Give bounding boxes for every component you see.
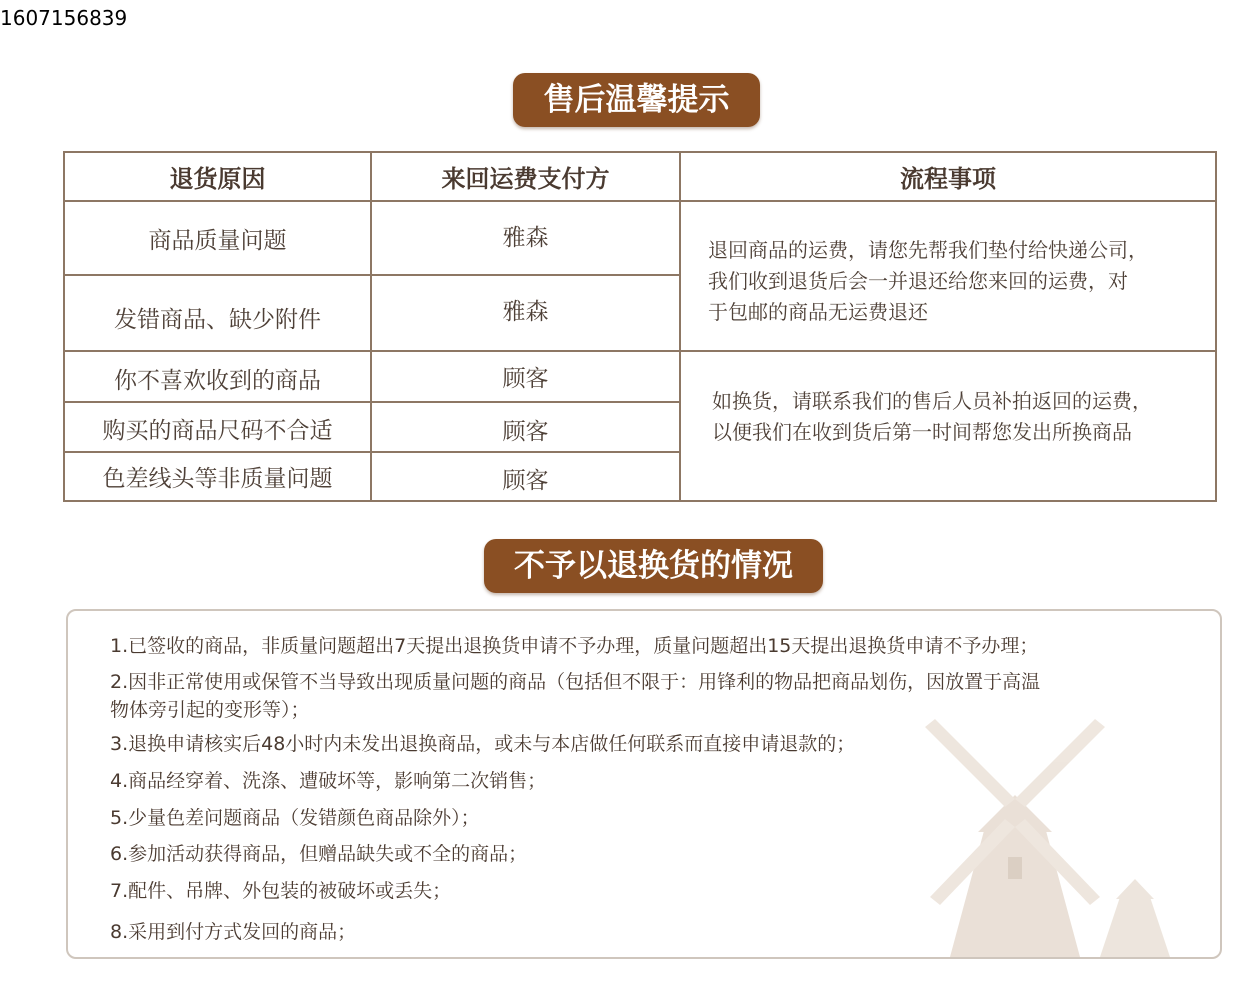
condition-2: 2.因非正常使用或保管不当导致出现质量问题的商品（包括但不限于：用锋利的物品把商品划伤，因放置于高温 — [110, 671, 1041, 693]
id-number: 1607156839 — [0, 6, 128, 30]
condition-8: 8.采用到付方式发回的商品； — [110, 921, 357, 943]
process-line: 如换货，请联系我们的售后人员补拍返回的运费， — [712, 389, 1152, 413]
no-return-conditions-box — [66, 609, 1222, 959]
header-reason: 退货原因 — [169, 165, 266, 193]
after-sales-tips-banner: 售后温馨提示 — [513, 73, 760, 127]
row-4-payer: 顾客 — [502, 418, 549, 445]
row-2-payer: 雅森 — [502, 298, 549, 325]
condition-5: 5.少量色差问题商品（发错颜色商品除外）； — [110, 807, 480, 829]
row-3-payer: 顾客 — [502, 366, 549, 392]
condition-3: 3.退换申请核实后48小时内未发出退换商品，或未与本店做任何联系而直接申请退款的； — [110, 733, 856, 755]
return-policy-table — [63, 151, 1217, 502]
process-line: 于包邮的商品无运费退还 — [708, 300, 928, 324]
process-text-refund — [708, 235, 1208, 328]
row-4-reason: 购买的商品尺码不合适 — [102, 417, 333, 444]
no-return-banner: 不予以退换货的情况 — [484, 539, 823, 593]
condition-6: 6.参加活动获得商品，但赠品缺失或不全的商品； — [110, 843, 528, 865]
row-3-reason: 你不喜欢收到的商品 — [114, 367, 321, 394]
condition-7: 7.配件、吊牌、外包装的被破坏或丢失； — [110, 880, 452, 902]
row-1-reason: 商品质量问题 — [148, 227, 287, 254]
header-payer: 来回运费支付方 — [441, 165, 610, 193]
process-line: 退回商品的运费，请您先帮我们垫付给快递公司， — [708, 238, 1148, 262]
row-5-payer: 顾客 — [502, 468, 549, 494]
row-2-reason: 发错商品、缺少附件 — [114, 306, 321, 333]
condition-4: 4.商品经穿着、洗涤、遭破坏等，影响第二次销售； — [110, 770, 547, 792]
condition-2-cont: 物体旁引起的变形等）； — [110, 699, 310, 721]
process-line: 以便我们在收到货后第一时间帮您发出所换商品 — [712, 420, 1132, 444]
row-1-payer: 雅森 — [502, 224, 549, 251]
process-text-exchange — [712, 386, 1212, 448]
header-process: 流程事项 — [900, 165, 996, 193]
windmill-image — [890, 707, 1220, 957]
row-5-reason: 色差线头等非质量问题 — [102, 466, 333, 492]
process-line: 我们收到退货后会一并退还给您来回的运费，对 — [708, 269, 1128, 293]
condition-1: 1.已签收的商品，非质量问题超出7天提出退换货申请不予办理，质量问题超出15天提出退换货申请不予办理； — [110, 635, 1039, 657]
